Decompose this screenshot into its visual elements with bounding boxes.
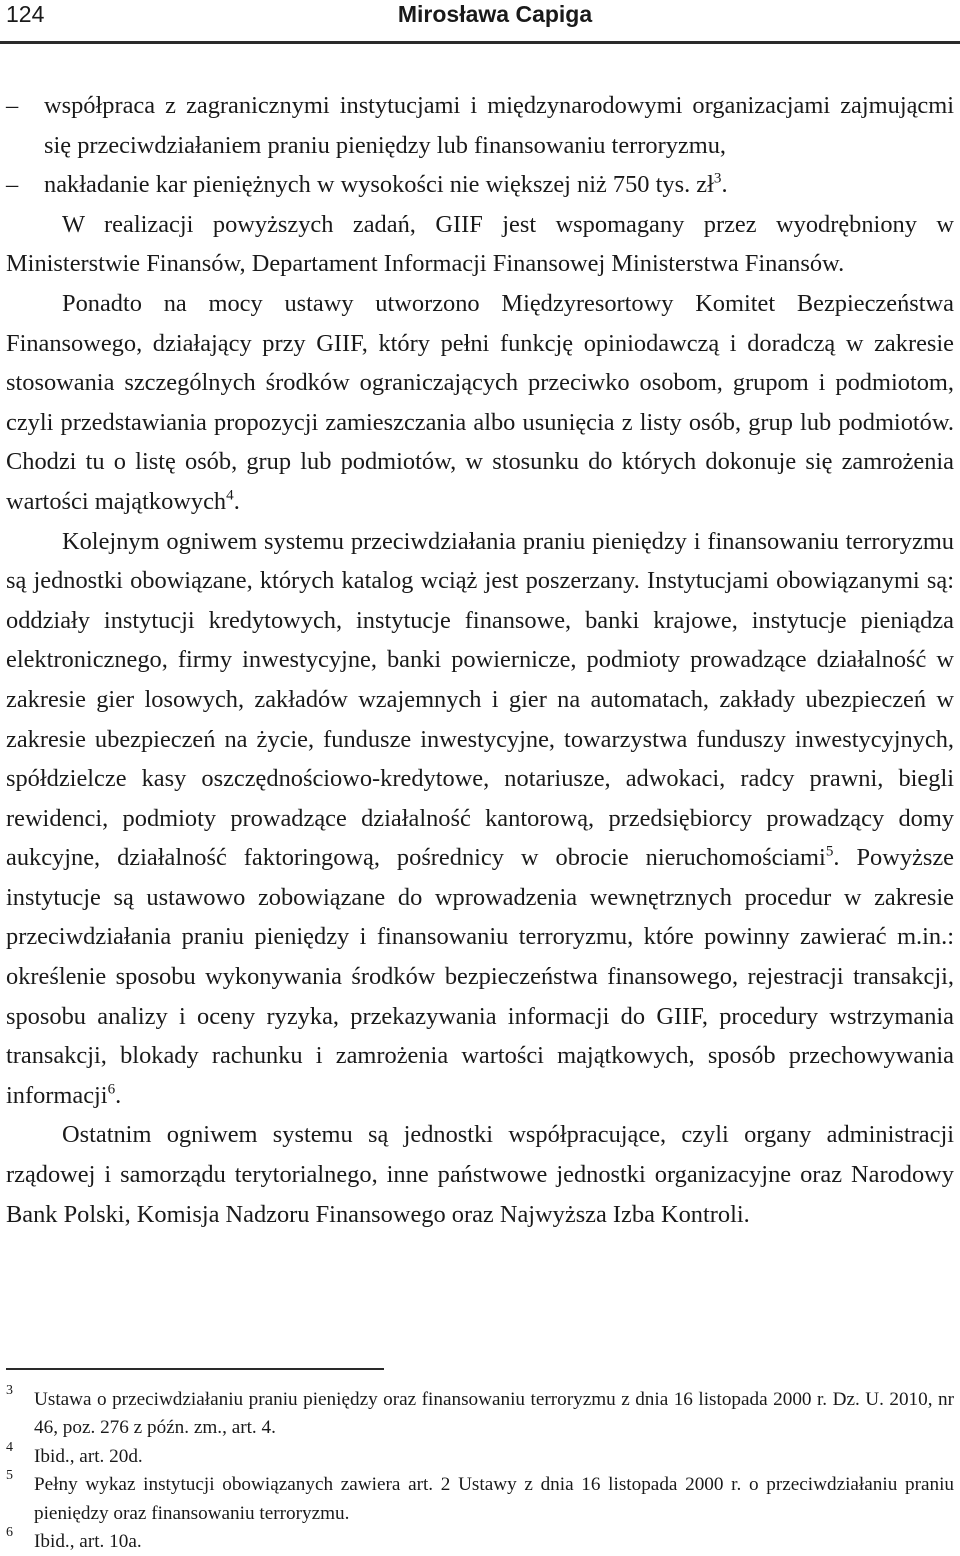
footnote-ref[interactable]: 6 [107,1081,116,1098]
paragraph-text: Ponadto na mocy ustawy utworzono Międzyresortowy Komitet Bezpieczeństwa Finansowego, działający przy GIIF, który pełni funkcję opiniodawczą i doradczą w zakresie stosowania szczególnych środków ograniczających przeciwko osobom, grupom i podmiotom, czyli przedstawiania propozycji zamieszczania albo usunięcia z listy osób, grup lub podmiotów. Chodzi tu o listę osób, grup lub podmiotów, w stosunku do których dokonuje się zamrożenia wartości majątkowych [6,289,954,515]
page-number: 124 [6,1,45,27]
list-item-text: nakładanie kar pieniężnych w wysokości nie większej niż 750 tys. zł [44,171,714,199]
footnote-number: 6 [6,1525,13,1541]
list-item [6,165,954,205]
footnote [6,1468,954,1528]
footnote-ref[interactable]: 4 [226,487,234,504]
paragraph [6,284,954,522]
list-item-text: współpraca z zagranicznymi instytucjami i międzynarodowymi organizacjami zajmującmi się przeciwdziałaniem praniu pieniędzy lub finansowaniu terroryzmu, [44,92,954,159]
footnote-ref[interactable]: 3 [713,170,722,187]
footnote-separator [6,1368,384,1370]
paragraph-text: Ostatnim ogniwem systemu są jednostki współpracujące, czyli organy administracji rządowej i samorządu terytorialnego, inne państwowe jednostki organizacyjne oraz Narodowy Bank Polski, Komisja Nadzoru Finansowego oraz Najwyższa Izba Kontroli. [6,1121,954,1228]
paragraph-end: . [115,1081,122,1109]
footnote-number: 5 [6,1468,13,1484]
body-text [6,86,954,1234]
running-title-author: Mirosława Capiga [397,1,593,27]
paragraph [6,522,954,1116]
running-header [0,0,960,44]
list-dash: – [6,171,19,199]
footnote-text: Ibid., art. 20d. [34,1445,143,1467]
footnote-ref[interactable]: 5 [825,843,834,860]
list-item [6,86,954,165]
footnote-text: Pełny wykaz instytucji obowiązanych zawiera art. 2 Ustawy z dnia 16 listopada 2000 r. o przeciwdziałaniu praniu pieniędzy oraz finansowaniu terroryzmu. [34,1474,954,1524]
footnote-text: Ustawa o przeciwdziałaniu praniu pieniędzy oraz finansowaniu terroryzmu z dnia 16 listopada 2000 r. Dz. U. 2010, nr 46, poz. 276 z późn. zm., art. 4. [34,1389,954,1439]
paragraph [6,205,954,284]
paragraph-text: . Powyższe instytucje są ustawowo zobowiązane do wprowadzenia wewnętrznych procedur w zakresie przeciwdziałania praniu pieniędzy i finansowaniu terroryzmu, które powinny zawierać m.in.: określenie sposobu wykonywania środków bezpieczeństwa finansowego, rejestracji transakcji, sposobu analizy i oceny ryzyka, przekazywania informacji do GIIF, procedury wstrzymania transakcji, blokady rachunku i zamrożenia wartości majątkowych, sposób przechowywania informacji [6,844,954,1109]
footnote [6,1439,954,1471]
footnote [6,1383,954,1443]
footnotes [6,1383,954,1556]
paragraph [6,1115,954,1234]
list-dash: – [6,92,19,119]
paragraph-text: W realizacji powyższych zadań, GIIF jest wspomagany przez wyodrębniony w Ministerstwie Finansów, Departament Informacji Finansowej Ministerstwa Finansów. [6,210,954,278]
footnote-number: 4 [6,1439,13,1455]
footnote-text: Ibid., art. 10a. [34,1531,142,1553]
paragraph-text: Kolejnym ogniwem systemu przeciwdziałania praniu pieniędzy i finansowaniu terroryzmu są jednostki obowiązane, których katalog wciąż jest poszerzany. Instytucjami obowiązanymi są: oddziały instytucji kredytowych, instytucje finansowe, banki krajowe, instytucje pieniądza elektronicznego, firmy inwestycyjne, banki powiernicze, podmioty prowadzące działalność w zakresie gier losowych, zakładów wzajemnych i gier na automatach, zakłady ubezpieczeń w zakresie ubezpieczeń na życie, fundusze inwestycyjne, towarzystwa funduszy inwestycyjnych, spółdzielcze kasy oszczędnościowo-kredytowe, notariusze, adwokaci, radcy prawni, biegli rewidenci, podmioty prowadzące działalność kantorową, przedsiębiorcy prowadzący domy aukcyjne, działalność faktoringową, pośrednicy w obrocie nieruchomościami [6,527,954,872]
paragraph-end: . [233,487,240,515]
list-item-end: . [721,171,728,199]
footnote-number: 3 [6,1383,13,1398]
